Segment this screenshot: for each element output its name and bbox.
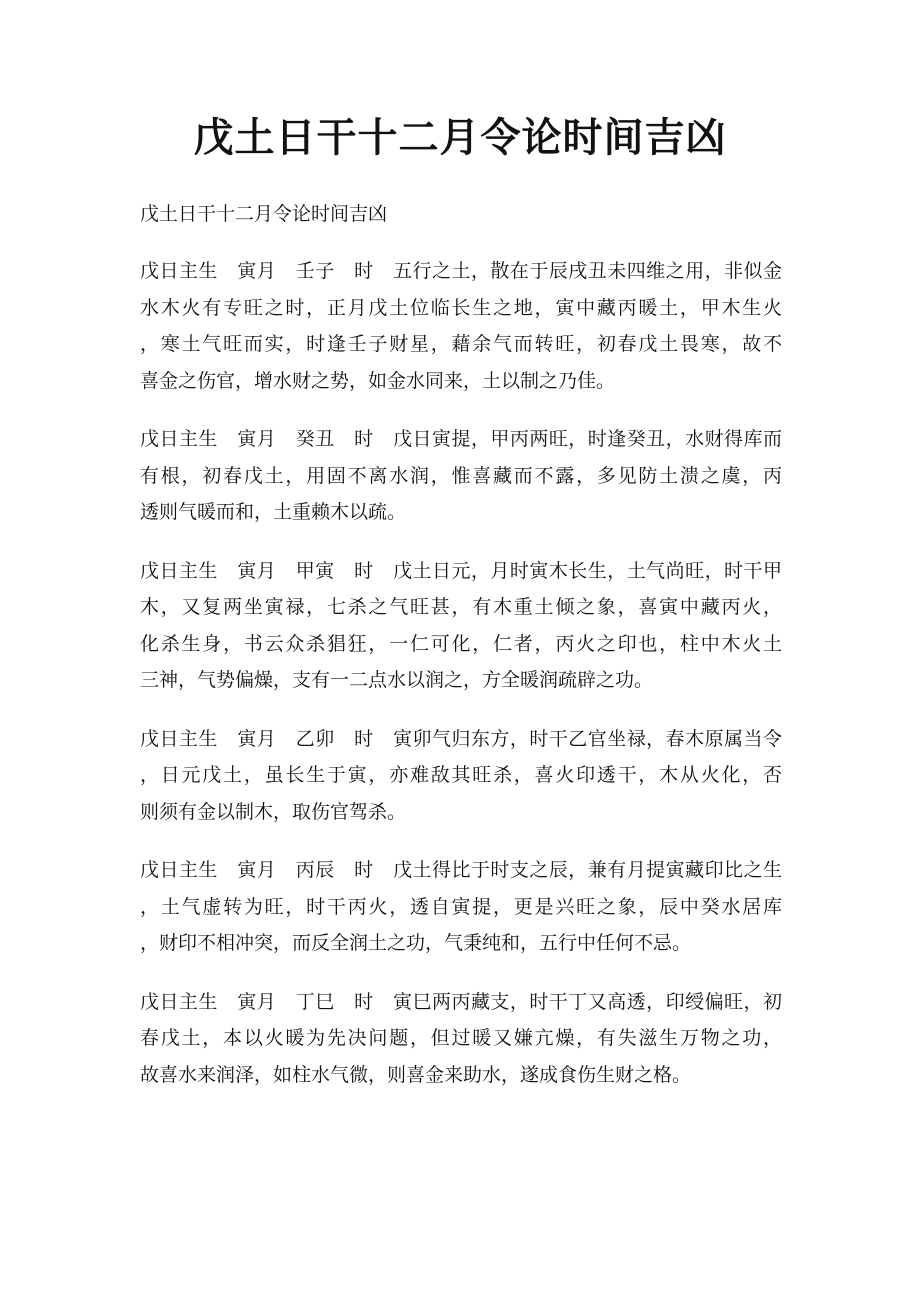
paragraph [140, 984, 782, 1094]
paragraph [140, 852, 782, 962]
paragraph-line: 春戊土，本以火暖为先决问题，但过暖又嫌亢燥，有失滋生万物之功， [140, 1027, 782, 1049]
document-body [140, 196, 782, 1115]
paragraph-line: 水木火有专旺之时，正月戊土位临长生之地，寅中藏丙暖土，甲木生火 [140, 296, 782, 319]
paragraph-line: 戊日主生 寅月 乙卯 时 寅卯气归东方，时干乙官坐禄，春木原属当令 [140, 727, 782, 750]
paragraph-line: 木，又复两坐寅禄，七杀之气旺甚，有木重土倾之象，喜寅中藏丙火， [140, 596, 782, 618]
paragraph-line: 则须有金以制木，取伤官驾杀。 [140, 800, 407, 823]
paragraph [140, 553, 782, 699]
paragraph [140, 253, 782, 399]
paragraph-line: 戊日主生 寅月 癸丑 时 戊日寅提，甲丙两旺，时逢癸丑，水财得库而 [140, 428, 782, 450]
paragraph-line: 喜金之伤官，增水财之势，如金水同来，土以制之乃佳。 [140, 369, 616, 392]
paragraph-line: ，寒土气旺而实，时逢壬子财星，藉余气而转旺，初春戊土畏寒，故不 [140, 333, 782, 355]
paragraph-line: ，日元戊土，虽长生于寅，亦难敌其旺杀，喜火印透干，木从火化，否 [140, 764, 782, 786]
paragraph-line: 三神，气势偏燥，支有一二点水以润之，方全暖润疏辟之功。 [140, 669, 654, 691]
paragraph-line: 化杀生身，书云众杀猖狂，一仁可化，仁者，丙火之印也，柱中木火土 [140, 632, 782, 655]
paragraph-line: ，财印不相冲突，而反全润土之功，气秉纯和，五行中任何不忌。 [140, 932, 692, 954]
paragraph-line: ，土气虚转为旺，时干丙火，透自寅提，更是兴旺之象，辰中癸水居库 [140, 895, 782, 918]
paragraph-line: 有根，初春戊土，用固不离水润，惟喜藏而不露，多见防土溃之虞，丙 [140, 464, 782, 487]
document-subtitle: 戊土日干十二月令论时间吉凶 [140, 203, 388, 225]
paragraph-line: 戊日主生 寅月 丙辰 时 戊土得比于时支之辰，兼有月提寅藏印比之生 [140, 859, 782, 881]
paragraph-line: 戊日主生 寅月 甲寅 时 戊土日元，月时寅木长生，土气尚旺，时干甲 [140, 559, 782, 582]
page-title: 戊土日干十二月令论时间吉凶 [193, 114, 727, 161]
paragraph-line: 透则气暖而和，土重赖木以疏。 [140, 501, 407, 523]
paragraph [140, 721, 782, 831]
paragraph-line: 戊日主生 寅月 丁巳 时 寅巳两丙藏支，时干丁又高透，印绶偏旺，初 [140, 990, 782, 1013]
paragraph [140, 421, 782, 531]
paragraph-line: 戊日主生 寅月 壬子 时 五行之土，散在于辰戌丑未四维之用，非似金 [140, 260, 782, 282]
paragraph-line: 故喜水来润泽，如柱水气微，则喜金来助水，遂成食伤生财之格。 [140, 1063, 692, 1086]
